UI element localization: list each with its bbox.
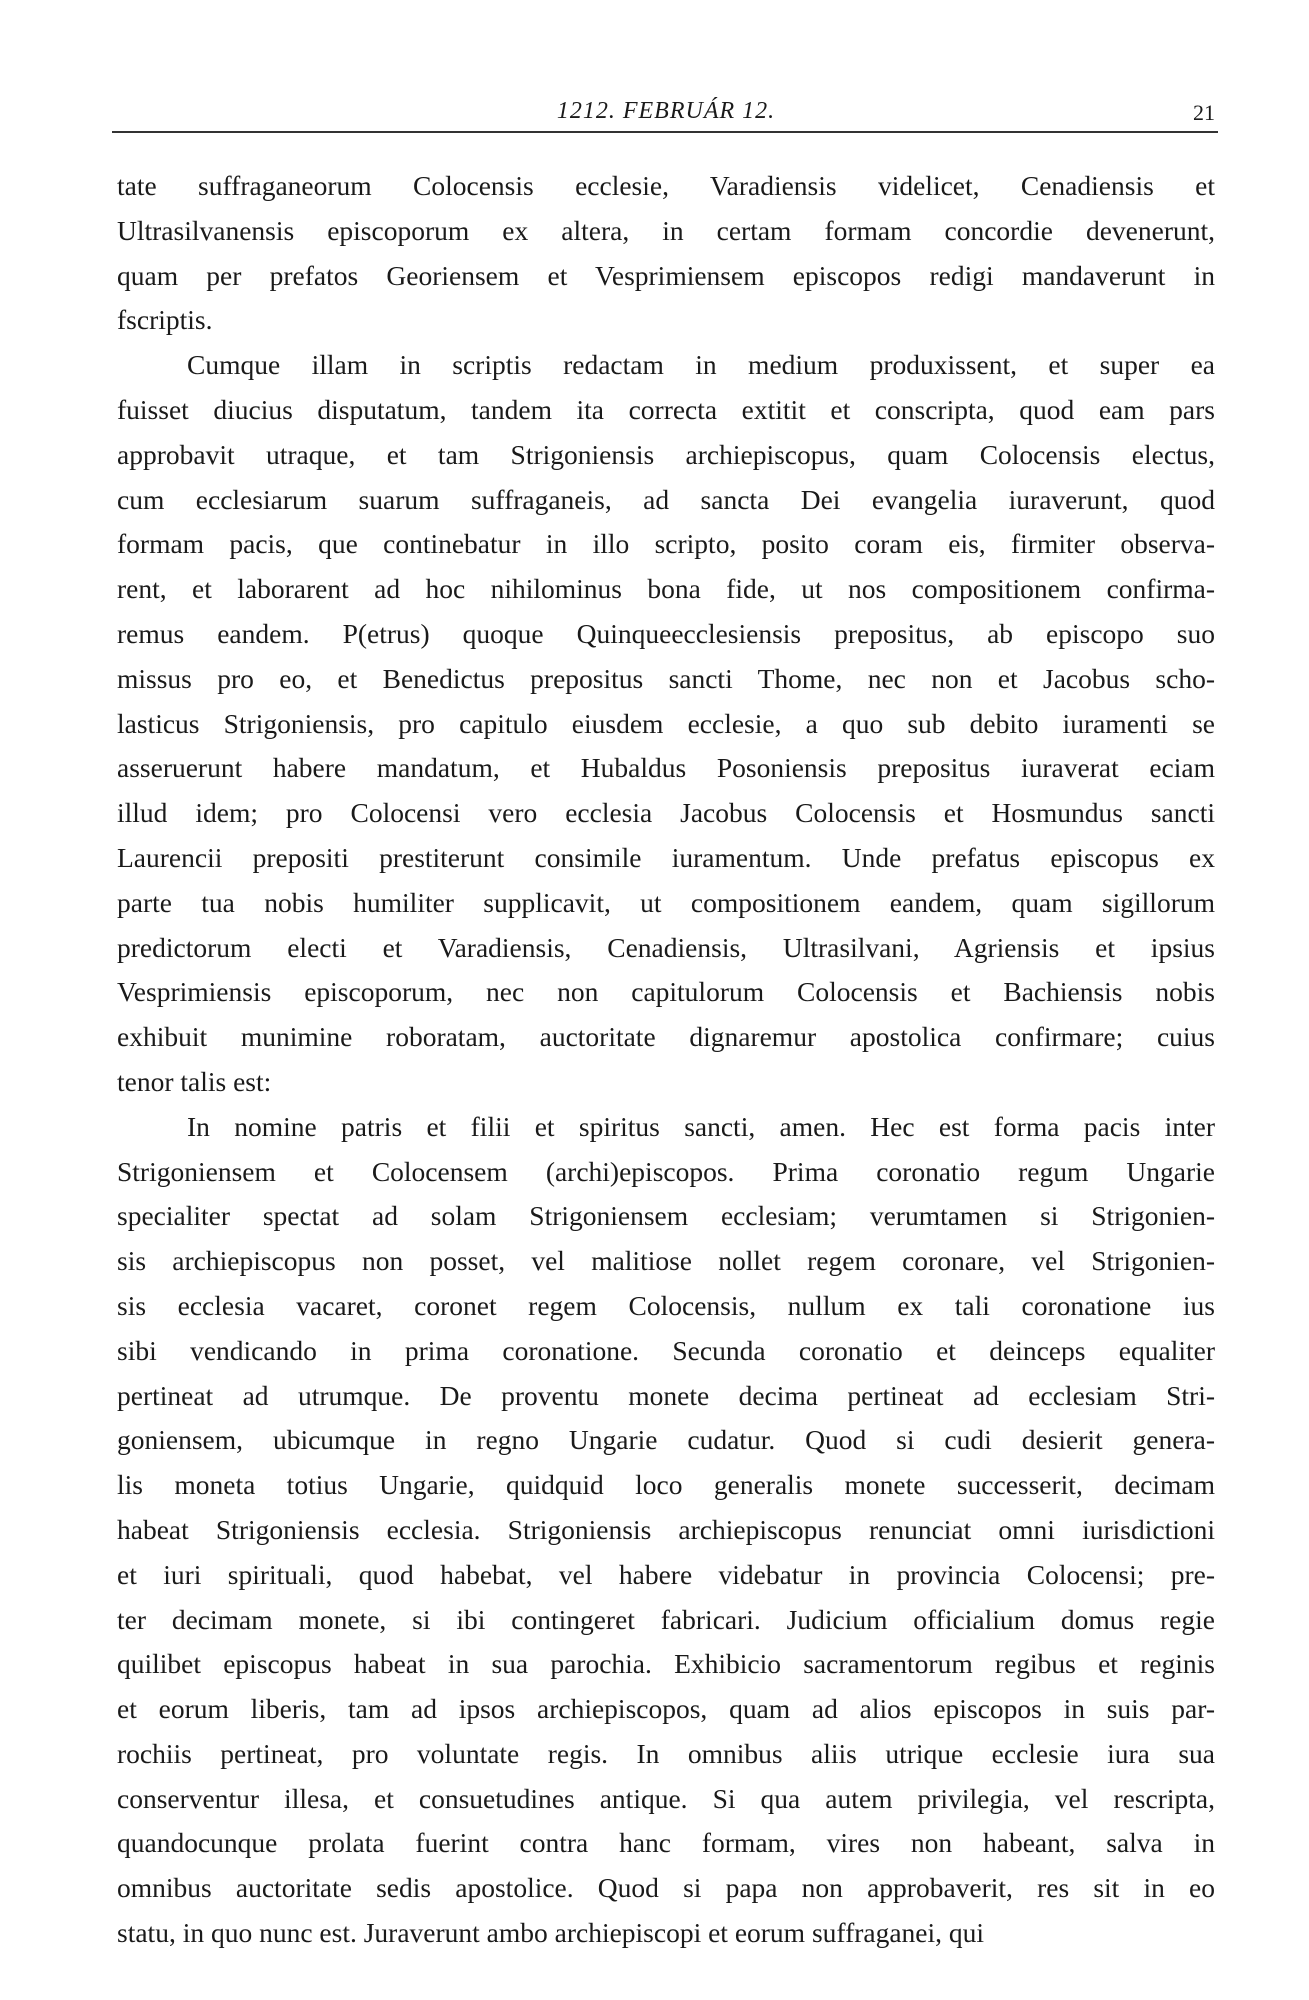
text-line: parte tua nobis humiliter supplicavit, ut compositionem eandem, quam sigillorum [117, 886, 1215, 918]
paragraph [117, 164, 1215, 343]
text-line: lis moneta totius Ungarie, quidquid loco generalis monete successerit, decimam [117, 1469, 1215, 1501]
text-line: illud idem; pro Colocensi vero ecclesia Jacobus Colocensis et Hosmundus sancti [117, 797, 1215, 829]
text-line: conserventur illesa, et consuetudines antique. Si qua autem privilegia, vel rescripta, [117, 1782, 1215, 1814]
text-line: quam per prefatos Georiensem et Vesprimiensem episcopos redigi mandaverunt in [117, 259, 1215, 291]
text-line: formam pacis, que continebatur in illo scripto, posito coram eis, firmiter observa- [117, 528, 1215, 560]
paragraph [117, 1105, 1215, 1956]
text-line: et iuri spirituali, quod habebat, vel habere videbatur in provincia Colocensi; pre- [117, 1558, 1215, 1590]
text-line: approbavit utraque, et tam Strigoniensis archiepiscopus, quam Colocensis electus, [117, 438, 1215, 470]
document-body [117, 164, 1215, 1956]
text-line: rochiis pertineat, pro voluntate regis. In omnibus aliis utrique ecclesie iura sua [117, 1737, 1215, 1769]
text-line: statu, in quo nunc est. Juraverunt ambo archiepiscopi et eorum suffraganei, qui [117, 1917, 985, 1949]
text-line: cum ecclesiarum suarum suffraganeis, ad sancta Dei evangelia iuraverunt, quod [117, 483, 1215, 515]
text-line: predictorum electi et Varadiensis, Cenadiensis, Ultrasilvani, Agriensis et ipsius [117, 931, 1215, 963]
text-line: quandocunque prolata fuerint contra hanc formam, vires non habeant, salva in [117, 1827, 1215, 1859]
text-line: remus eandem. P(etrus) quoque Quinqueecclesiensis prepositus, ab episcopo suo [117, 617, 1215, 649]
page-header [117, 98, 1215, 128]
text-line: habeat Strigoniensis ecclesia. Strigoniensis archiepiscopus renunciat omni iurisdictioni [117, 1513, 1215, 1545]
text-line: asseruerunt habere mandatum, et Hubaldus Posoniensis prepositus iuraverat eciam [117, 752, 1215, 784]
text-line: ter decimam monete, si ibi contingeret fabricari. Judicium officialium domus regie [117, 1603, 1215, 1635]
text-line: et eorum liberis, tam ad ipsos archiepiscopos, quam ad alios episcopos in suis par- [117, 1693, 1215, 1725]
text-line: missus pro eo, et Benedictus prepositus sancti Thome, nec non et Jacobus scho- [117, 662, 1215, 694]
text-line: pertineat ad utrumque. De proventu monete decima pertineat ad ecclesiam Stri- [117, 1379, 1215, 1411]
running-title: 1212. FEBRUÁR 12. [556, 98, 776, 124]
text-line: quilibet episcopus habeat in sua parochia. Exhibicio sacramentorum regibus et reginis [117, 1648, 1215, 1680]
text-line: fscriptis. [117, 304, 213, 336]
text-line: Cumque illam in scriptis redactam in medium produxissent, et super ea [187, 349, 1215, 381]
text-line: sibi vendicando in prima coronatione. Secunda coronatio et deinceps equaliter [117, 1334, 1215, 1366]
text-line: sis archiepiscopus non posset, vel malitiose nollet regem coronare, vel Strigonien- [117, 1245, 1215, 1277]
text-line: Ultrasilvanensis episcoporum ex altera, in certam formam concordie devenerunt, [117, 214, 1215, 246]
header-rule [112, 131, 1218, 133]
text-line: Laurencii prepositi prestiterunt consimile iuramentum. Unde prefatus episcopus ex [117, 841, 1215, 873]
text-line: lasticus Strigoniensis, pro capitulo eiusdem ecclesie, a quo sub debito iuramenti se [117, 707, 1215, 739]
text-line: rent, et laborarent ad hoc nihilominus bona fide, ut nos compositionem confirma- [117, 573, 1215, 605]
text-line: sis ecclesia vacaret, coronet regem Colocensis, nullum ex tali coronatione ius [117, 1289, 1215, 1321]
text-line: tenor talis est: [117, 1065, 272, 1097]
text-line: Vesprimiensis episcoporum, nec non capitulorum Colocensis et Bachiensis nobis [117, 976, 1215, 1008]
page-number: 21 [1193, 100, 1215, 125]
text-line: omnibus auctoritate sedis apostolice. Quod si papa non approbaverit, res sit in eo [117, 1872, 1215, 1904]
paragraph [117, 343, 1215, 1105]
text-line: tate suffraganeorum Colocensis ecclesie, Varadiensis videlicet, Cenadiensis et [117, 170, 1215, 201]
text-line: fuisset diucius disputatum, tandem ita correcta extitit et conscripta, quod eam pars [117, 393, 1215, 425]
text-line: goniensem, ubicumque in regno Ungarie cudatur. Quod si cudi desierit genera- [117, 1424, 1215, 1456]
text-line: Strigoniensem et Colocensem (archi)episcopos. Prima coronatio regum Ungarie [117, 1155, 1215, 1187]
text-line: specialiter spectat ad solam Strigoniensem ecclesiam; verumtamen si Strigonien- [117, 1200, 1215, 1232]
text-line: exhibuit munimine roboratam, auctoritate dignaremur apostolica confirmare; cuius [117, 1021, 1215, 1053]
text-line: In nomine patris et filii et spiritus sancti, amen. Hec est forma pacis inter [187, 1110, 1215, 1142]
